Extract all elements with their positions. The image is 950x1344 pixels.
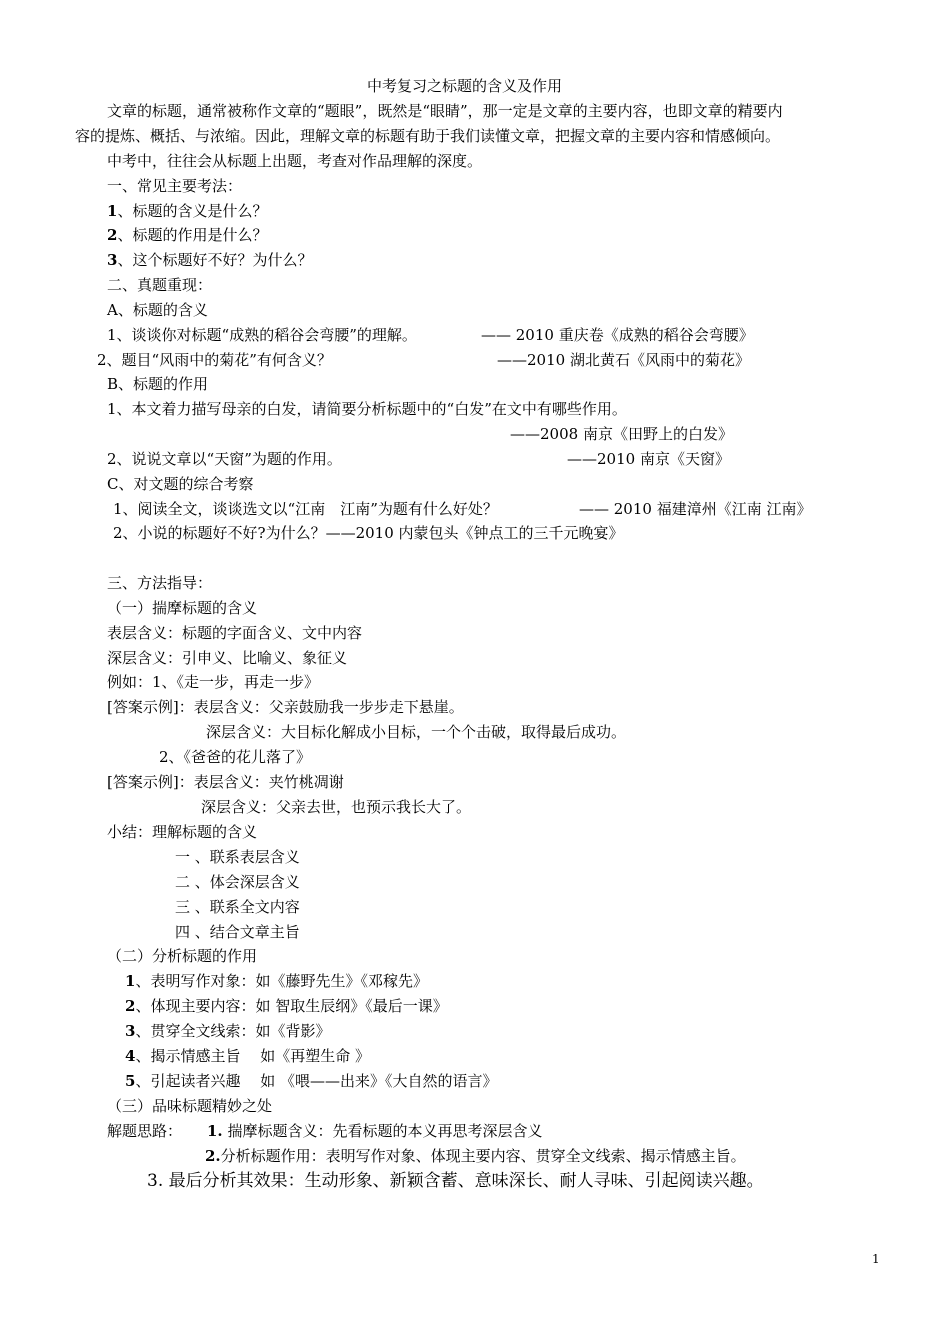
subsection-a-heading: A、标题的含义 <box>107 301 208 319</box>
step-text: 分析标题作用：表明写作对象、体现主要内容、贯穿全文线索、揭示情感主旨。 <box>220 1147 746 1165</box>
subsection-c-heading: C、对文题的综合考察 <box>107 475 254 493</box>
item-number: 2 <box>107 226 118 244</box>
example-2: 2、《爸爸的花儿落了》 <box>159 748 312 766</box>
item-text: 、标题的含义是什么？ <box>117 202 268 220</box>
title-use-item <box>125 1071 497 1091</box>
step-number: 2. <box>205 1147 221 1165</box>
question-a2: 2、题目“风雨中的菊花”有何含义？ <box>97 351 332 369</box>
summary-step: 二 、体会深层含义 <box>175 873 300 891</box>
title-use-item <box>125 971 428 991</box>
item-number: 4 <box>125 1047 136 1065</box>
answer-1-deep: 深层含义：大目标化解成小目标，一个个击破，取得最后成功。 <box>206 723 627 741</box>
solution-step-3: 3. 最后分析其效果：生动形象、新颖含蓄、意味深长、耐人寻味、引起阅读兴趣。 <box>147 1171 764 1191</box>
item-number: 2 <box>125 997 136 1015</box>
question-b1-source: ——2008 南京《田野上的白发》 <box>510 425 733 443</box>
question-a2-source: ——2010 湖北黄石《风雨中的菊花》 <box>497 351 750 369</box>
solution-step-1 <box>207 1121 542 1141</box>
question-c1-source: —— 2010 福建漳州《江南 江南》 <box>579 500 812 518</box>
step-number: 1. <box>207 1122 223 1140</box>
question-b2-source: ——2010 南京《天窗》 <box>567 450 730 468</box>
exam-method-item <box>107 225 267 245</box>
item-number: 3 <box>107 251 118 269</box>
summary-step: 一 、联系表层含义 <box>175 848 300 866</box>
summary-step: 四 、结合文章主旨 <box>175 923 300 941</box>
item-text: 、标题的作用是什么？ <box>117 226 268 244</box>
subsection-3-1-heading: （一）揣摩标题的含义 <box>107 599 258 617</box>
section-2-heading: 二、真题重现： <box>107 276 213 294</box>
title-use-item <box>125 996 448 1016</box>
solution-approach-label: 解题思路： <box>107 1122 183 1140</box>
item-number: 3 <box>125 1022 136 1040</box>
section-3-heading: 三、方法指导： <box>107 574 213 592</box>
question-b1: 1、本文着力描写母亲的白发，请简要分析标题中的“白发”在文中有哪些作用。 <box>107 400 627 418</box>
intro-paragraph-line-1: 文章的标题，通常被称作文章的“题眼”，既然是“眼睛”，那一定是文章的主要内容，也即文章的精要内 <box>107 102 783 120</box>
example-1: 例如：1、《走一步，再走一步》 <box>107 673 320 691</box>
answer-2-surface: [答案示例]：表层含义：夹竹桃凋谢 <box>107 773 344 791</box>
solution-step-2 <box>205 1146 746 1166</box>
item-number: 1 <box>107 202 118 220</box>
title-use-item <box>125 1021 330 1041</box>
item-text: 、贯穿全文线索：如《背影》 <box>135 1022 331 1040</box>
item-number: 1 <box>125 972 136 990</box>
item-text: 、这个标题好不好？为什么？ <box>117 251 313 269</box>
exam-method-item <box>107 250 312 270</box>
section-1-heading: 一、常见主要考法： <box>107 177 243 195</box>
item-text: 、表明写作对象：如《藤野先生》《邓稼先》 <box>135 972 428 990</box>
intro-paragraph-line-2: 容的提炼、概括、与浓缩。因此，理解文章的标题有助于我们读懂文章，把握文章的主要内容和情感倾向。 <box>75 127 781 145</box>
exam-method-item <box>107 201 267 221</box>
intro-paragraph-2: 中考中，往往会从标题上出题，考查对作品理解的深度。 <box>107 152 483 170</box>
surface-meaning: 表层含义：标题的字面含义、文中内容 <box>107 624 363 642</box>
question-a1-source: —— 2010 重庆卷《成熟的稻谷会弯腰》 <box>481 326 754 344</box>
step-text: 揣摩标题含义：先看标题的本义再思考深层含义 <box>222 1122 543 1140</box>
page-title: 中考复习之标题的含义及作用 <box>367 77 563 95</box>
page-number: 1 <box>872 1252 880 1266</box>
subsection-3-3-heading: （三）品味标题精妙之处 <box>107 1097 273 1115</box>
subsection-b-heading: B、标题的作用 <box>107 375 209 393</box>
question-c2: 2、小说的标题好不好?为什么？——2010 内蒙包头《钟点工的三千元晚宴》 <box>113 524 624 542</box>
question-b2: 2、说说文章以“天窗”为题的作用。 <box>107 450 342 468</box>
answer-2-deep: 深层含义：父亲去世，也预示我长大了。 <box>201 798 472 816</box>
answer-1-surface: [答案示例]：表层含义：父亲鼓励我一步步走下悬崖。 <box>107 698 464 716</box>
item-text: 、体现主要内容：如 智取生辰纲》《最后一课》 <box>135 997 448 1015</box>
item-number: 5 <box>125 1072 136 1090</box>
question-a1: 1、谈谈你对标题“成熟的稻谷会弯腰”的理解。 <box>107 326 417 344</box>
title-use-item <box>125 1046 370 1066</box>
item-text: 、引起读者兴趣 如 《喂——出来》《大自然的语言》 <box>135 1072 498 1090</box>
deep-meaning: 深层含义：引申义、比喻义、象征义 <box>107 649 348 667</box>
summary: 小结：理解标题的含义 <box>107 823 258 841</box>
question-c1: 1、阅读全文，谈谈选文以“江南 江南”为题有什么好处？ <box>113 500 498 518</box>
subsection-3-2-heading: （二）分析标题的作用 <box>107 947 258 965</box>
item-text: 、揭示情感主旨 如《再塑生命 》 <box>135 1047 370 1065</box>
summary-step: 三 、联系全文内容 <box>175 898 300 916</box>
